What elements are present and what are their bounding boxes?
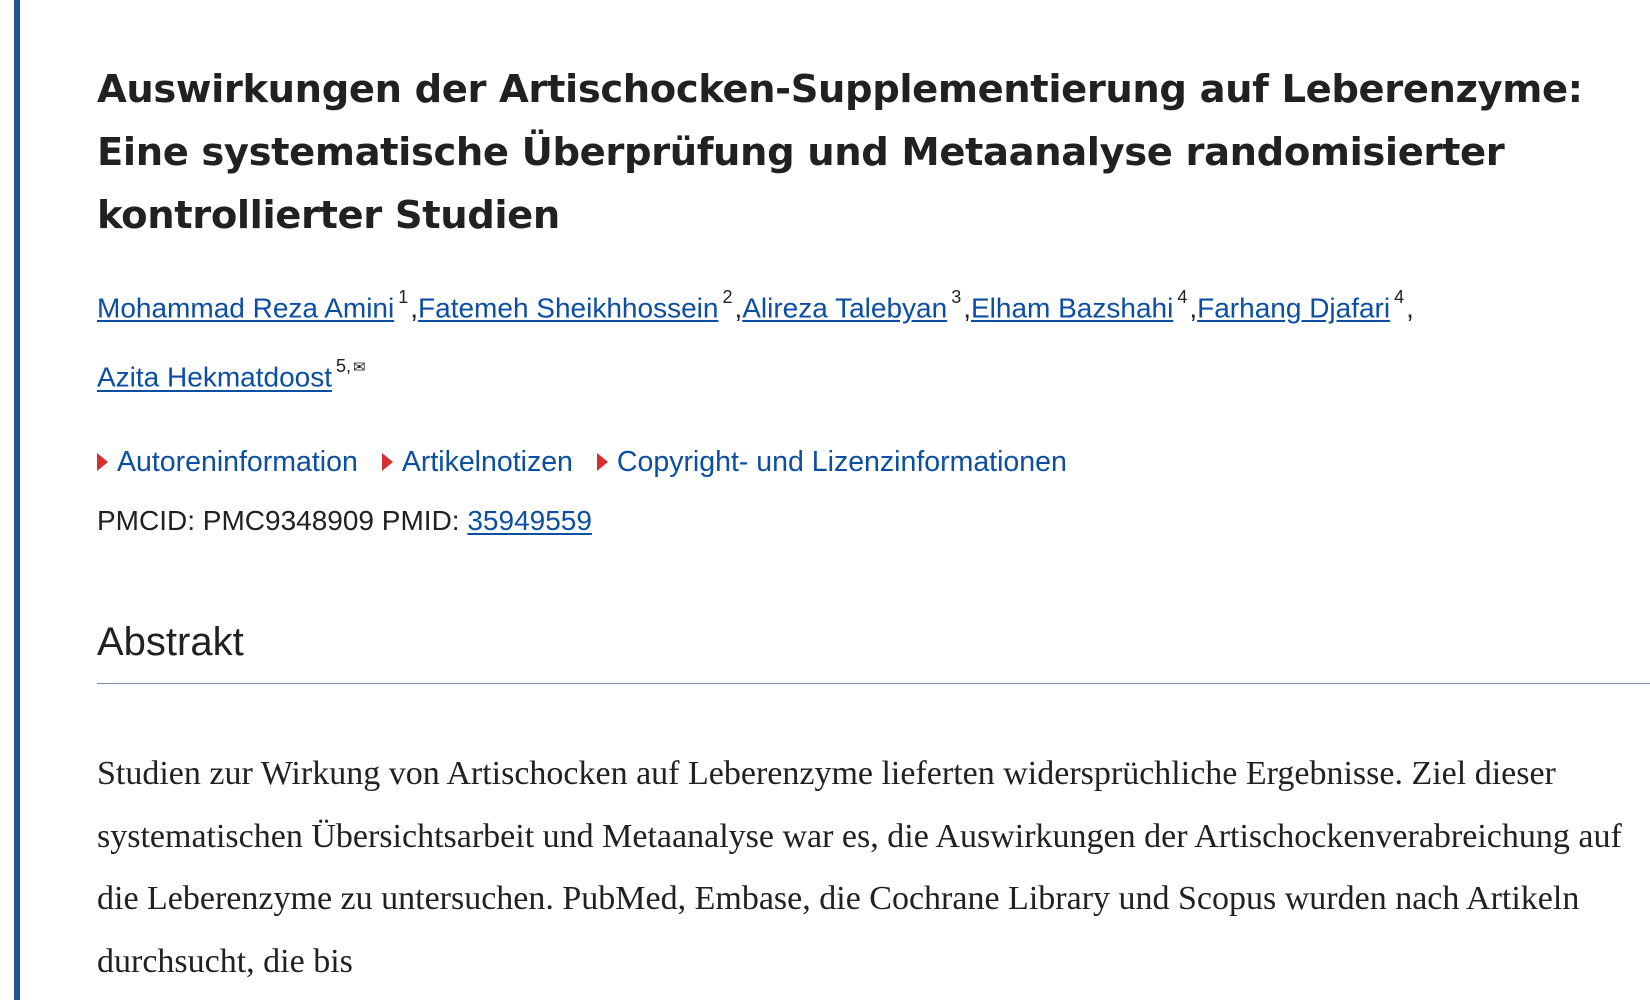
- triangle-right-icon: [382, 453, 393, 471]
- affiliation-marker[interactable]: 1: [398, 287, 409, 307]
- article-notes-label: Artikelnotizen: [401, 445, 573, 478]
- author-link[interactable]: Mohammad Reza Amini: [97, 292, 395, 324]
- author-separator: ,: [1406, 292, 1414, 324]
- affiliation-marker[interactable]: 4: [1394, 287, 1405, 307]
- author-info-toggle[interactable]: [97, 446, 358, 479]
- section-divider: [97, 683, 1650, 684]
- author-separator: ,: [734, 292, 743, 324]
- article-identifiers: [97, 505, 592, 537]
- copyright-toggle[interactable]: [597, 446, 1067, 479]
- pmcid-text: PMCID: PMC9348909 PMID:: [97, 505, 460, 536]
- article-info-expanders: [97, 442, 1091, 482]
- pmid-link[interactable]: 35949559: [467, 505, 592, 536]
- abstract-heading: Abstrakt: [97, 620, 244, 664]
- triangle-right-icon: [97, 453, 108, 471]
- author-info-label: Autoreninformation: [117, 445, 358, 478]
- author-link[interactable]: Fatemeh Sheikhhossein: [418, 292, 719, 324]
- author-separator: ,: [963, 292, 971, 324]
- author-separator: ,: [410, 292, 419, 324]
- author-link[interactable]: Elham Bazshahi: [970, 292, 1174, 324]
- affiliation-marker[interactable]: [336, 356, 366, 376]
- author-link[interactable]: Azita Hekmatdoost: [97, 361, 332, 393]
- copyright-label: Copyright- und Lizenzinformationen: [616, 445, 1067, 478]
- mail-icon[interactable]: ✉: [353, 359, 366, 377]
- article-notes-toggle[interactable]: [382, 446, 573, 479]
- author-link[interactable]: Farhang Djafari: [1197, 292, 1391, 324]
- author-list: [97, 270, 1650, 409]
- left-accent-bar: [14, 0, 20, 1000]
- affiliation-marker[interactable]: 3: [951, 287, 962, 307]
- author-link[interactable]: Alireza Talebyan: [742, 292, 948, 324]
- affiliation-number[interactable]: 5,: [336, 356, 352, 377]
- author-separator: ,: [1189, 292, 1198, 324]
- affiliation-marker[interactable]: 2: [722, 287, 733, 307]
- abstract-text: Studien zur Wirkung von Artischocken auf Leberenzyme lieferten widersprüchliche Ergebnisse. Ziel dieser systematischen Übersichtsarbeit und Metaanalyse war es, die Auswirkungen der Artischockenverabreichung auf die Leberenzyme zu untersuchen. PubMed, Embase, die Cochrane Library und Scopus wurden nach Artikeln durchsucht, die bis: [97, 755, 1622, 980]
- affiliation-marker[interactable]: 4: [1177, 287, 1188, 307]
- article-title: Auswirkungen der Artischocken-Supplementierung auf Leberenzyme: Eine systematische Überprüfung und Metaanalyse randomisierter kontrollierter Studien: [97, 67, 1583, 238]
- triangle-right-icon: [597, 453, 608, 471]
